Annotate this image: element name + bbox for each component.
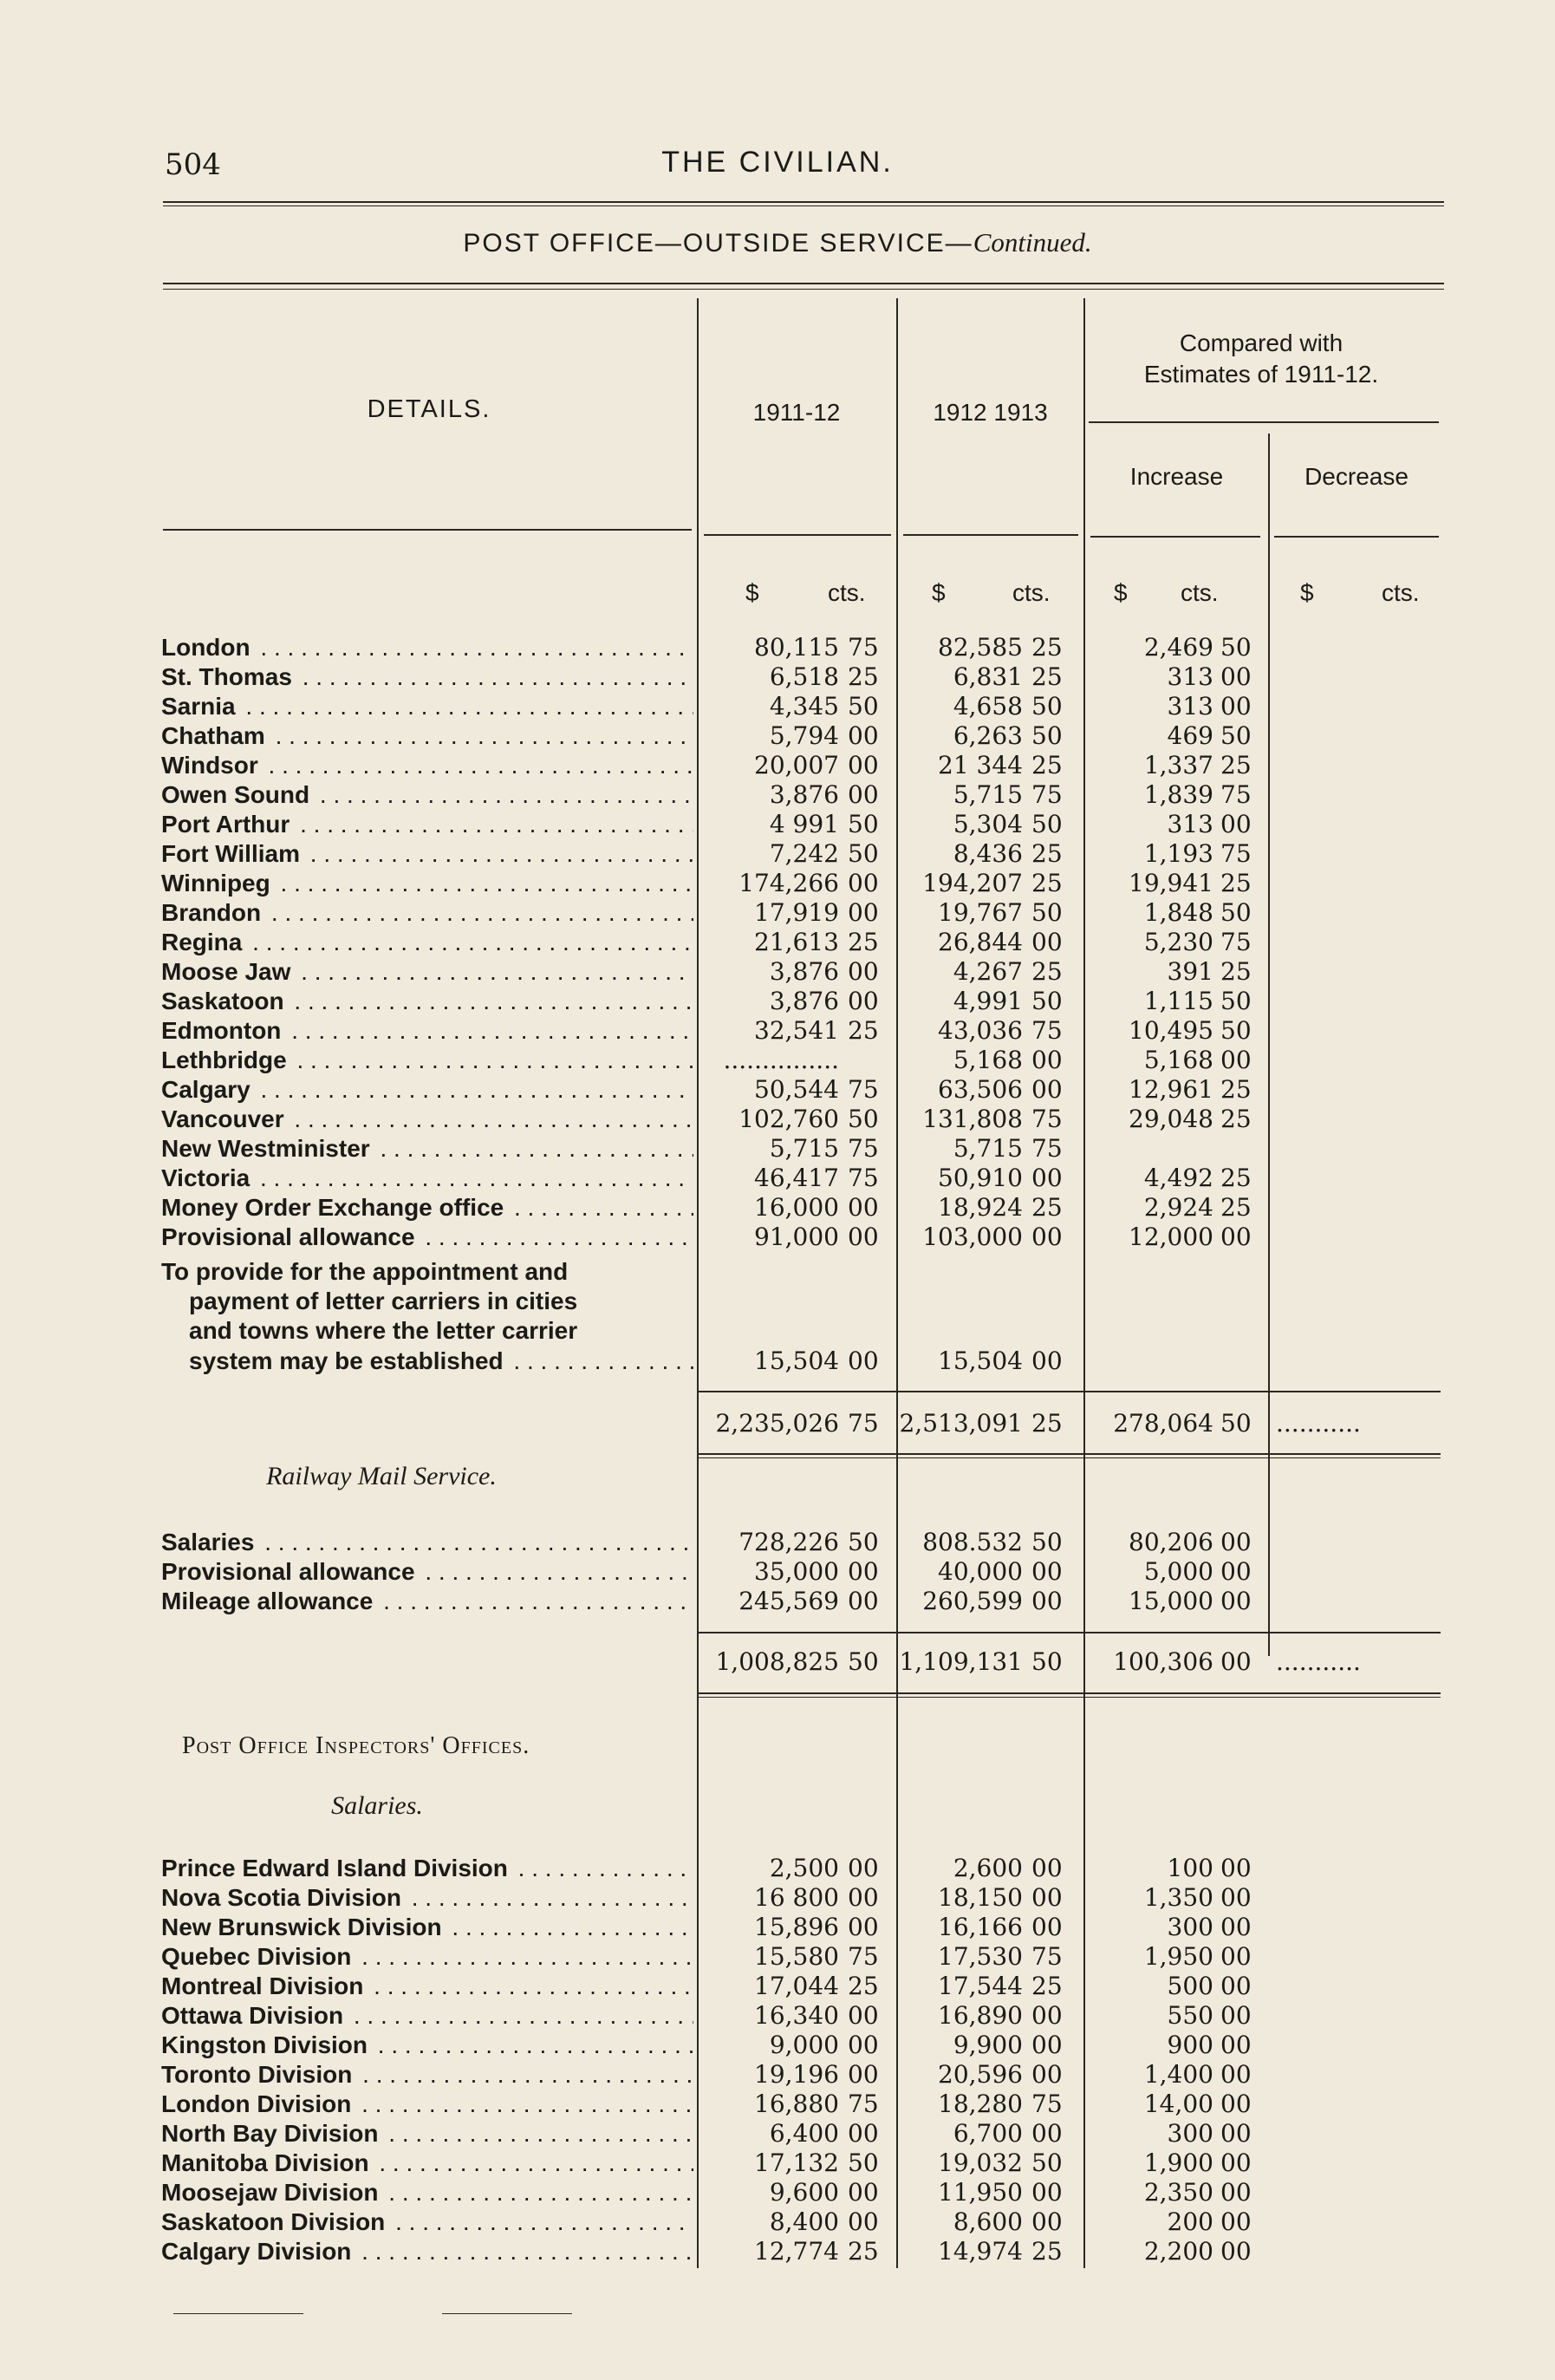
salaries-heading: Salaries. (331, 1791, 423, 1820)
footer-rule-2 (442, 2313, 572, 2314)
table-row: Owen Sound . . . 3,876 00 5,715 75 1,839 75 (0, 780, 1555, 810)
header-decrease: Decrease (1305, 463, 1409, 490)
header-rule (163, 201, 1444, 203)
total-1-bottom-rule-thin (699, 1457, 1441, 1458)
header-underline-dec (1274, 536, 1439, 538)
total-2-bottom-rule-thin (699, 1697, 1441, 1698)
header-compared-line1: Compared with (1179, 329, 1344, 356)
table-row: Moose Jaw . . . 3,876 00 4,267 25 391 25 (0, 957, 1555, 987)
total-2-top-rule (699, 1632, 1441, 1633)
table-row: Chatham . . . 5,794 00 6,263 50 469 50 (0, 721, 1555, 751)
inspectors-offices-heading: Post Office Inspectors' Offices. (182, 1732, 530, 1759)
header-year-1911-12: 1911-12 (752, 399, 841, 426)
table-row: Windsor . . . 20,007 00 21 344 25 1,337 25 (0, 751, 1555, 780)
page-number: 504 (165, 147, 221, 182)
table-row: Money Order Exchange office . . . 16,000 00 18,924 25 2,924 25 (0, 1193, 1555, 1223)
running-head: THE CIVILIAN. (661, 146, 894, 179)
section-title-continued: Continued. (973, 227, 1092, 258)
table-row: Sarnia . . . 4,345 50 4,658 50 313 00 (0, 692, 1555, 721)
table-row: Mileage allowance . . . 245,569 00 260,599 00 15,000 00 (0, 1587, 1555, 1616)
table-row: New Brunswick Division . . . 15,896 00 16,166 00 300 00 (0, 1913, 1555, 1942)
unit-dollar-3: $ (1114, 579, 1128, 606)
table-row: Prince Edward Island Division . . . 2,500 00 2,600 00 100 00 (0, 1854, 1555, 1883)
header-compared (1083, 328, 1439, 390)
table-row: Port Arthur . . . 4 991 50 5,304 50 313 00 (0, 810, 1555, 839)
table-row: Kingston Division . . . 9,000 00 9,900 00 900 00 (0, 2031, 1555, 2060)
total-row-2: 1,008,825 50 1,109,131 50 100,306 00 ........... (715, 1647, 1361, 1676)
table-row: Edmonton . . . 32,541 25 43,036 75 10,495 50 (0, 1016, 1555, 1046)
table-row: Toronto Division . . . 19,196 00 20,596 00 1,400 00 (0, 2060, 1555, 2090)
table-row: Saskatoon Division . . . 8,400 00 8,600 00 200 00 (0, 2207, 1555, 2237)
total-1-top-rule (699, 1391, 1441, 1392)
letter-carriers-line-1: To provide for the appointment and (161, 1258, 569, 1285)
table-row: Victoria . . . 46,417 75 50,910 00 4,492 25 (0, 1164, 1555, 1193)
section-title (0, 227, 1555, 258)
table-row: North Bay Division . . . 6,400 00 6,700 00 300 00 (0, 2119, 1555, 2149)
table-row: Provisional allowance . . . 91,000 00 103,000 00 12,000 00 (0, 1223, 1555, 1252)
table-row: St. Thomas . . . 6,518 25 6,831 25 313 00 (0, 662, 1555, 692)
section-rule (163, 283, 1444, 284)
table-row: Montreal Division . . . 17,044 25 17,544 25 500 00 (0, 1972, 1555, 2001)
header-underline-inc (1090, 536, 1260, 538)
table-row: Nova Scotia Division . . . 16 800 00 18,150 00 1,350 00 (0, 1883, 1555, 1913)
letter-carriers-line-2: payment of letter carriers in cities (189, 1288, 578, 1314)
section-title-text: POST OFFICE—OUTSIDE SERVICE— (463, 229, 973, 258)
table-row: Winnipeg . . . 174,266 00 194,207 25 19,941 25 (0, 869, 1555, 898)
section-rule-thin (163, 289, 1444, 290)
table-row: Lethbridge . . . ............... 5,168 00 5,168 00 (0, 1046, 1555, 1075)
table-row: Fort William . . . 7,242 50 8,436 25 1,193 75 (0, 839, 1555, 869)
table-row: Brandon . . . 17,919 00 19,767 50 1,848 50 (0, 898, 1555, 928)
header-year-1912-13: 1912 1913 (933, 399, 1048, 426)
table-row: Saskatoon . . . 3,876 00 4,991 50 1,115 50 (0, 987, 1555, 1016)
letter-carriers-y2: 15,504 (938, 1346, 1023, 1375)
header-underline-y1 (704, 534, 891, 536)
header-underline-details (163, 529, 692, 531)
total-2-bottom-rule (699, 1692, 1441, 1694)
table-row: Vancouver . . . 102,760 50 131,808 75 29,048 25 (0, 1105, 1555, 1134)
table-row: Salaries . . . 728,226 50 808.532 50 80,206 00 (0, 1528, 1555, 1557)
table-row: Regina . . . 21,613 25 26,844 00 5,230 75 (0, 928, 1555, 957)
table-row: Manitoba Division . . . 17,132 50 19,032 50 1,900 00 (0, 2149, 1555, 2178)
letter-carriers-line-4: system may be established . . . (189, 1346, 693, 1376)
table-row: London Division . . . 16,880 75 18,280 75 14,00 00 (0, 2090, 1555, 2119)
unit-cents-3: cts. (1181, 579, 1219, 606)
unit-cents-4: cts. (1382, 579, 1420, 606)
unit-dollar-1: $ (745, 579, 759, 606)
railway-mail-heading: Railway Mail Service. (266, 1462, 497, 1490)
total-1-bottom-rule (699, 1453, 1441, 1455)
unit-cents-2: cts. (1012, 579, 1051, 606)
header-details: DETAILS. (367, 395, 491, 423)
table-row: Moosejaw Division . . . 9,600 00 11,950 00 2,350 00 (0, 2178, 1555, 2207)
table-row: Quebec Division . . . 15,580 75 17,530 75 1,950 00 (0, 1942, 1555, 1972)
header-rule-thin (163, 205, 1444, 206)
header-increase: Increase (1129, 463, 1224, 490)
table-row: Calgary Division . . . 12,774 25 14,974 25 2,200 00 (0, 2237, 1555, 2266)
unit-cents-1: cts. (828, 579, 866, 606)
table-row: Provisional allowance . . . 35,000 00 40,000 00 5,000 00 (0, 1557, 1555, 1587)
table-row: Calgary . . . 50,544 75 63,506 00 12,961 25 (0, 1075, 1555, 1105)
letter-carriers-line-3: and towns where the letter carrier (189, 1317, 578, 1344)
header-compared-line2: Estimates of 1911-12. (1143, 361, 1379, 388)
unit-dollar-2: $ (932, 579, 946, 606)
letter-carriers-y1: 15,504 (754, 1346, 839, 1375)
total-row-1: 2,235,026 75 2,513,091 25 278,064 50 ........... (715, 1409, 1361, 1438)
table-row: London . . . 80,115 75 82,585 25 2,469 50 (0, 633, 1555, 662)
footer-rule-1 (173, 2313, 303, 2314)
table-row: Ottawa Division . . . 16,340 00 16,890 00 550 00 (0, 2001, 1555, 2031)
unit-dollar-4: $ (1300, 579, 1314, 606)
table-row: New Westminister . . . 5,715 75 5,715 75 (0, 1134, 1555, 1164)
compared-rule (1089, 421, 1439, 423)
header-underline-y2 (903, 534, 1078, 536)
